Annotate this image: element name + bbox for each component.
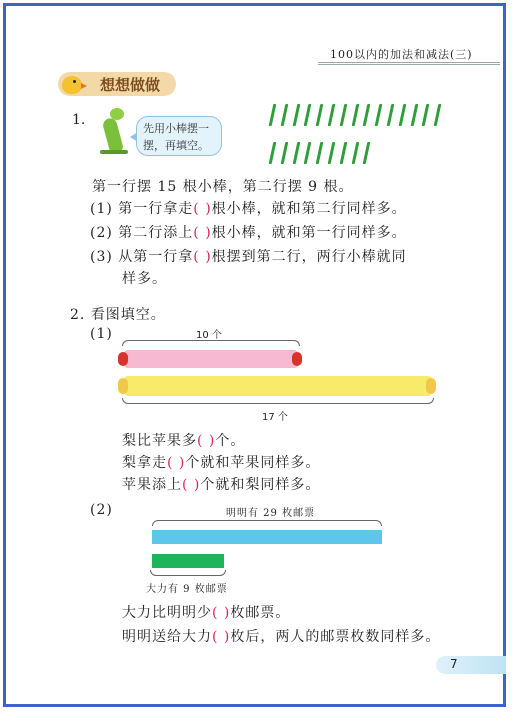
pear-brace: [122, 398, 434, 404]
item-text: 第一行拿走: [118, 201, 194, 217]
stick: [339, 142, 347, 164]
stick: [280, 104, 288, 126]
stick: [328, 142, 336, 164]
stick: [410, 104, 418, 126]
item-text: 根小棒，就和第二行同样多。: [211, 201, 407, 217]
line-text: 个。: [215, 433, 246, 449]
grasshopper-head: [110, 108, 124, 120]
line-text: 枚邮票。: [230, 605, 291, 621]
stick: [269, 142, 277, 164]
mingming-label: 明明有 29 枚邮票: [226, 508, 316, 519]
pear-icon: [426, 378, 436, 394]
stick: [398, 104, 406, 126]
stick: [363, 104, 371, 126]
pear-icon: [118, 378, 128, 394]
stick: [304, 142, 312, 164]
mingming-bar: [152, 530, 382, 544]
line-text: 枚后，两人的邮票枚数同样多。: [230, 629, 441, 645]
line-text: 明明送给大力: [122, 629, 212, 645]
q2-part2-line-1: [122, 602, 290, 622]
item-label: (2): [90, 225, 113, 241]
answer-blank[interactable]: ( ): [182, 477, 201, 493]
answer-blank[interactable]: ( ): [193, 225, 212, 241]
dali-brace: [150, 570, 226, 576]
q1-item-3-cont: 样多。: [122, 271, 167, 287]
grasshopper-leg: [100, 150, 128, 154]
line-text: 梨拿走: [122, 455, 167, 471]
line-text: 苹果添上: [122, 477, 182, 493]
apple-icon: [118, 352, 128, 366]
page-number: 7: [450, 657, 458, 671]
header-rule: [318, 62, 500, 63]
stick: [351, 104, 359, 126]
q2-part2-label: (2): [90, 502, 113, 518]
chick-eye: [73, 80, 76, 83]
item-text: 根小棒，就和第一行同样多。: [211, 225, 407, 241]
stick: [292, 142, 300, 164]
q2-header: [70, 304, 166, 324]
dali-label: 大力有 9 枚邮票: [146, 584, 228, 595]
item-text: 第二行添上: [118, 225, 194, 241]
q1-number: 1.: [72, 112, 86, 128]
stick: [375, 104, 383, 126]
stick-diagram: [265, 100, 450, 170]
stick: [269, 104, 277, 126]
page-number-tab: [436, 656, 506, 674]
item-label: (1): [90, 201, 113, 217]
item-text: 根摆到第二行，两行小棒就同: [211, 249, 407, 265]
q1-item-2: [90, 222, 407, 242]
stick: [328, 104, 336, 126]
answer-blank[interactable]: ( ): [212, 605, 231, 621]
stick: [304, 104, 312, 126]
q2-number: 2.: [70, 307, 86, 323]
q2-part1-line-2: [122, 452, 320, 472]
dali-bar: [152, 554, 224, 568]
stick: [363, 142, 371, 164]
q1-intro: 第一行摆 15 根小棒，第二行摆 9 根。: [92, 179, 354, 195]
line-text: 个就和梨同样多。: [200, 477, 321, 493]
header-rule-2: [318, 64, 500, 65]
chick-beak: [81, 83, 87, 89]
answer-blank[interactable]: ( ): [197, 433, 216, 449]
stick: [280, 142, 288, 164]
stick: [339, 104, 347, 126]
answer-blank[interactable]: ( ): [212, 629, 231, 645]
line-text: 个就和苹果同样多。: [185, 455, 321, 471]
mingming-brace: [152, 520, 382, 526]
apple-count-label: 10 个: [196, 330, 222, 341]
apple-brace: [122, 340, 300, 346]
q2-part1-label: (1): [90, 326, 113, 342]
stick: [316, 142, 324, 164]
apple-bar: [124, 350, 298, 368]
q2-title: 看图填空。: [90, 307, 166, 323]
line-text: 梨比苹果多: [122, 433, 197, 449]
apple-icon: [292, 352, 302, 366]
answer-blank[interactable]: ( ): [167, 455, 186, 471]
pear-bar: [124, 376, 432, 396]
item-label: (3): [90, 249, 113, 265]
q2-part2-line-2: [122, 626, 440, 646]
stick: [292, 104, 300, 126]
stick: [351, 142, 359, 164]
stick: [387, 104, 395, 126]
line-text: 大力比明明少: [122, 605, 212, 621]
speech-bubble: 先用小棒摆一摆，再填空。: [136, 116, 222, 156]
item-text: 从第一行拿: [118, 249, 194, 265]
stick: [316, 104, 324, 126]
pear-count-label: 17 个: [262, 412, 288, 423]
stick: [422, 104, 430, 126]
answer-blank[interactable]: ( ): [193, 249, 212, 265]
chapter-header: 100以内的加法和减法(三): [330, 48, 473, 61]
answer-blank[interactable]: ( ): [193, 201, 212, 217]
q2-part1-line-1: [122, 430, 245, 450]
chick-icon: [62, 76, 82, 94]
q1-item-1: [90, 198, 407, 218]
section-title: 想想做做: [100, 76, 161, 94]
stick: [434, 104, 442, 126]
q2-part1-line-3: [122, 474, 320, 494]
q1-item-3: [90, 246, 407, 266]
